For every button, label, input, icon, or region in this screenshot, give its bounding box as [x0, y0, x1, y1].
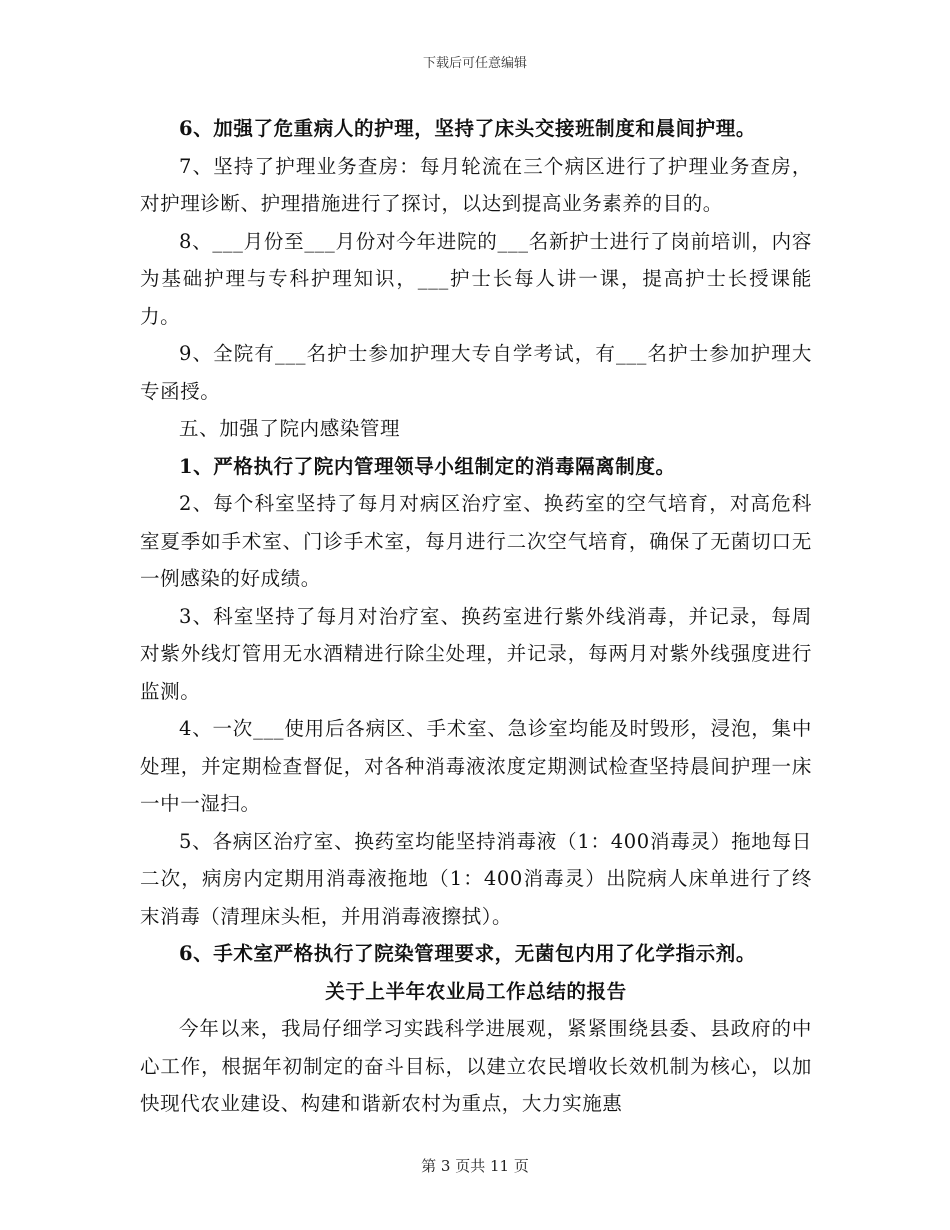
- paragraph-item-1-disinfection: 1、严格执行了院内管理领导小组制定的消毒隔离制度。: [179, 454, 676, 478]
- paragraph-item-4-disposal: 4、一次___使用后各病区、手术室、急诊室均能及时毁形，浸泡，集中处理，并定期检查督促，对各种消毒液浓度定期测试检查坚持晨间护理一床一中一湿扫。: [140, 717, 812, 815]
- paragraph-item-2-air-culture: 2、每个科室坚持了每月对病区治疗室、换药室的空气培育，对高危科室夏季如手术室、门诊手术室，每月进行二次空气培育，确保了无菌切口无一例感染的好成绩。: [140, 492, 812, 590]
- paragraph-item-8-training: 8、___月份至___月份对今年进院的___名新护士进行了岗前培训，内容为基础护理与专科护理知识，___护士长每人讲一课，提高护士长授课能力。: [140, 229, 812, 328]
- paragraph-item-5-mopping: 5、各病区治疗室、换药室均能坚持消毒液（1：400消毒灵）拖地每日二次，病房内定期用消毒液拖地（1：400消毒灵）出院病人床单进行了终末消毒（清理床头柜，并用消毒液擦拭）。: [140, 829, 812, 928]
- page-header: 下载后可任意编辑: [422, 56, 527, 71]
- paragraph-item-6-operating-room: 6、手术室严格执行了院染管理要求，无菌包内用了化学指示剂。: [179, 942, 756, 965]
- page-footer: 第 3 页共 11 页: [421, 1157, 529, 1175]
- paragraph-item-3-uv-disinfection: 3、科室坚持了每月对治疗室、换药室进行紫外线消毒，并记录，每周对紫外线灯管用无水酒精进行除尘处理，并记录，每两月对紫外线强度进行监测。: [140, 604, 812, 703]
- paragraph-item-7-ward-rounds: 7、坚持了护理业务查房：每月轮流在三个病区进行了护理业务查房，对护理诊断、护理措施进行了探讨，以达到提高业务素养的目的。: [140, 154, 812, 215]
- paragraph-item-9-exams: 9、全院有___名护士参加护理大专自学考试，有___名护士参加护理大专函授。: [140, 342, 812, 403]
- document-body: [140, 110, 812, 1123]
- paragraph-item-6-critical-care: 6、加强了危重病人的护理，坚持了床头交接班制度和晨间护理。: [179, 117, 756, 140]
- report-title: 关于上半年农业局工作总结的报告: [325, 979, 627, 1003]
- section-heading-infection-control: 五、加强了院内感染管理: [179, 417, 401, 440]
- paragraph-report-intro: 今年以来，我局仔细学习实践科学进展观，紧紧围绕县委、县政府的中心工作，根据年初制定的奋斗目标，以建立农民增收长效机制为核心，以加快现代农业建设、构建和谐新农村为重点，大力实施惠: [140, 1017, 812, 1115]
